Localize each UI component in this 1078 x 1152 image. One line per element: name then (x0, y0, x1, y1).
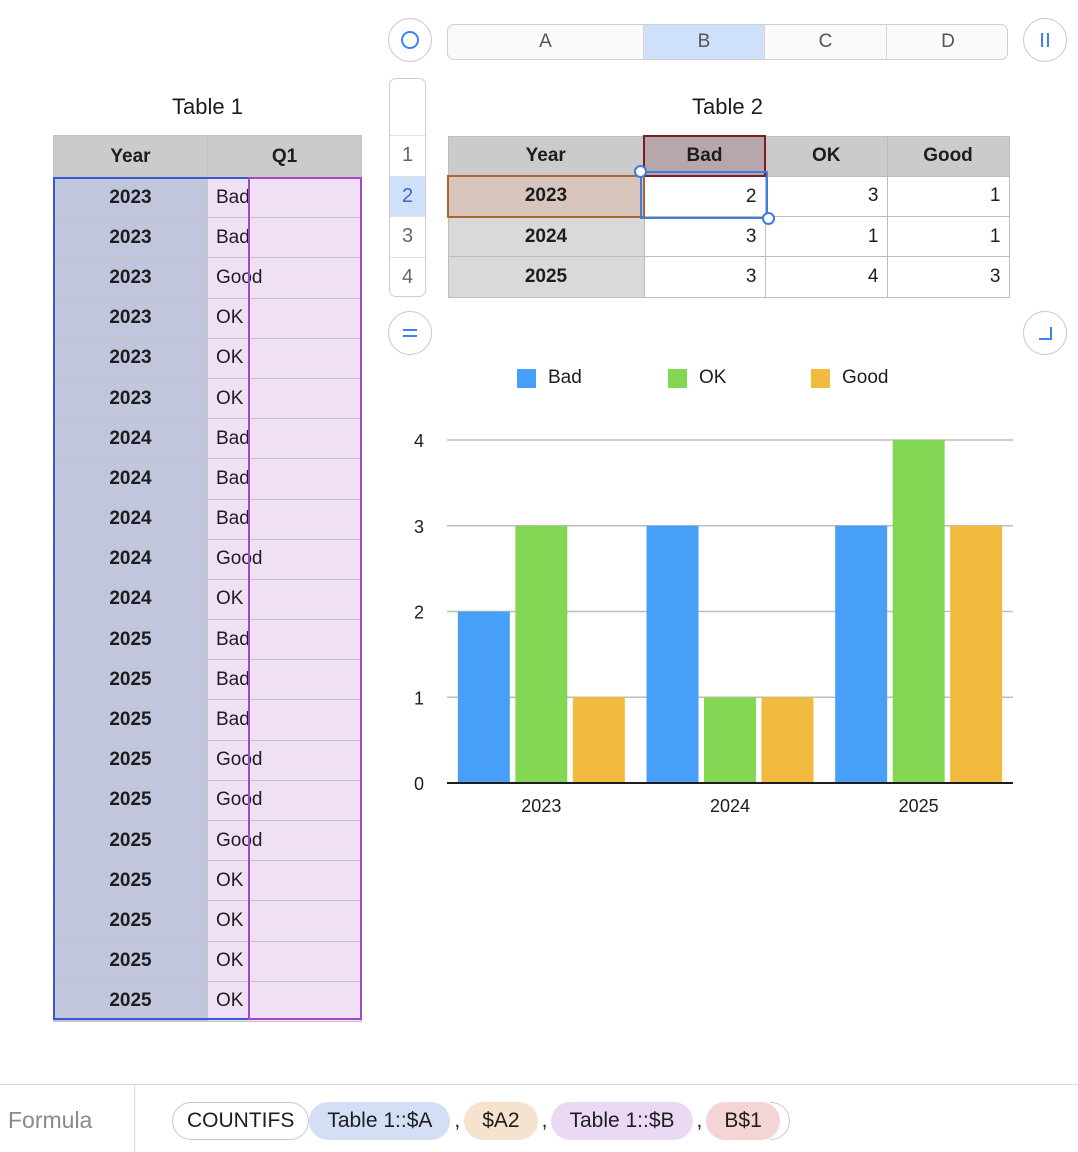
bar-bad-2024 (647, 526, 699, 783)
table1-cell-q1[interactable]: OK (208, 941, 362, 981)
table2-header-ok[interactable]: OK (765, 136, 887, 176)
table-row (54, 218, 362, 258)
row-number-3[interactable]: 3 (390, 216, 425, 257)
table1-cell-q1[interactable]: OK (208, 579, 362, 619)
table-row (54, 298, 362, 338)
row-handle-button[interactable] (388, 311, 432, 355)
table-row (54, 981, 362, 1021)
formula-divider (134, 1085, 135, 1152)
table1-cell-year[interactable]: 2025 (54, 901, 208, 941)
table-row (54, 740, 362, 780)
column-letter-c[interactable]: C (765, 25, 887, 59)
table-row (54, 901, 362, 941)
table2-cell[interactable]: 2024 (448, 217, 644, 257)
equals-icon (400, 323, 420, 343)
table2-cell[interactable]: 2025 (448, 257, 644, 297)
table1-cell-year[interactable]: 2024 (54, 579, 208, 619)
table1-cell-year[interactable]: 2025 (54, 780, 208, 820)
table1-cell-year[interactable]: 2025 (54, 740, 208, 780)
table1-cell-q1[interactable]: OK (208, 338, 362, 378)
legend-item-good (811, 367, 888, 389)
table-row (54, 700, 362, 740)
formula-arg-token[interactable]: Table 1::$B (551, 1102, 692, 1140)
table2-cell[interactable]: 1 (887, 217, 1009, 257)
row-number-1[interactable]: 1 (390, 135, 425, 176)
table1-cell-q1[interactable]: OK (208, 861, 362, 901)
table1-title: Table 1 (172, 94, 243, 119)
table-row (54, 499, 362, 539)
formula-function-token[interactable]: COUNTIFS (172, 1102, 309, 1140)
table-row (54, 459, 362, 499)
table1-cell-q1[interactable]: Good (208, 821, 362, 861)
bar-bad-2025 (835, 526, 887, 783)
formula-separator: , (696, 1109, 703, 1132)
column-letter-d[interactable]: D (941, 31, 955, 52)
table2-cell[interactable]: 2023 (448, 176, 644, 216)
table1-cell-year[interactable]: 2023 (54, 178, 208, 218)
x-tick-label: 2023 (521, 796, 562, 816)
table1-cell-q1[interactable]: OK (208, 901, 362, 941)
table1-header-q1[interactable]: Q1 (208, 136, 362, 178)
table1-cell-year[interactable]: 2023 (54, 378, 208, 418)
formula-arg-token[interactable]: $A2 (464, 1102, 537, 1140)
table2-cell[interactable]: 3 (887, 257, 1009, 297)
table1-cell-year[interactable]: 2023 (54, 258, 208, 298)
legend-item-ok (668, 367, 726, 389)
table2-cell-selected[interactable]: 2 (644, 176, 765, 216)
selection-handle-top-left[interactable] (634, 165, 647, 178)
table1-cell-year[interactable]: 2025 (54, 660, 208, 700)
table1-header-year[interactable]: Year (54, 136, 208, 178)
table1-cell-q1[interactable]: Good (208, 740, 362, 780)
row-header-bar[interactable] (389, 78, 426, 297)
column-handle-button[interactable] (1023, 18, 1067, 62)
table-row (54, 258, 362, 298)
table2-cell[interactable]: 1 (887, 176, 1009, 216)
y-tick-label: 3 (413, 516, 424, 537)
formula-arg-token[interactable]: Table 1::$A (309, 1102, 450, 1140)
table1-cell-year[interactable]: 2025 (54, 700, 208, 740)
table2-cell[interactable]: 1 (765, 217, 887, 257)
table-row (54, 378, 362, 418)
table-select-button[interactable] (388, 18, 432, 62)
column-letter-a[interactable]: A (448, 25, 644, 59)
legend-label-bad: Bad (548, 367, 582, 388)
table-row (54, 821, 362, 861)
y-tick-label: 4 (413, 431, 424, 451)
formula-editor[interactable] (172, 1102, 790, 1140)
legend-swatch-ok (668, 369, 687, 388)
table1-cell-q1[interactable]: Good (208, 780, 362, 820)
table1-cell-year[interactable]: 2025 (54, 861, 208, 901)
table2-title: Table 2 (692, 94, 763, 119)
table-row (54, 338, 362, 378)
table2-header-good[interactable]: Good (887, 136, 1009, 176)
table1-cell-year[interactable]: 2023 (54, 298, 208, 338)
y-tick-label: 0 (413, 774, 424, 794)
table-row (54, 579, 362, 619)
legend-label-good: Good (842, 367, 889, 388)
table1-cell-year[interactable]: 2025 (54, 981, 208, 1021)
table-row (54, 178, 362, 218)
selection-handle-bottom-right[interactable] (762, 212, 775, 225)
table1-cell-year[interactable]: 2023 (54, 218, 208, 258)
table2-cell[interactable]: 3 (765, 176, 887, 216)
table-row (54, 780, 362, 820)
table-row (54, 620, 362, 660)
table1-cell-q1[interactable]: Bad (208, 499, 362, 539)
table1-cell-q1[interactable]: Bad (208, 660, 362, 700)
table1-cell-year[interactable]: 2023 (54, 338, 208, 378)
table1-cell-q1[interactable]: Good (208, 258, 362, 298)
table1-cell-year[interactable]: 2024 (54, 419, 208, 459)
table1-cell-year[interactable]: 2025 (54, 941, 208, 981)
table1-cell-q1[interactable]: OK (208, 981, 362, 1021)
legend-swatch-good (811, 369, 830, 388)
bar-ok-2023 (515, 526, 567, 783)
table1-cell-year[interactable]: 2025 (54, 620, 208, 660)
table1-cell-q1[interactable]: OK (208, 378, 362, 418)
table1-cell-q1[interactable]: Bad (208, 178, 362, 218)
table1-cell-q1[interactable]: Bad (208, 419, 362, 459)
table1-cell-year[interactable]: 2024 (54, 499, 208, 539)
row-header-blank (390, 79, 425, 135)
table2-header-year[interactable]: Year (448, 136, 644, 176)
y-tick-label: 2 (413, 602, 424, 623)
x-tick-label: 2024 (709, 796, 751, 816)
table1-cell-year[interactable]: 2024 (54, 459, 208, 499)
table-row (54, 660, 362, 700)
pause-bars-icon (1035, 30, 1055, 50)
table-row (448, 217, 1009, 257)
table1-cell-q1[interactable]: OK (208, 298, 362, 338)
table2-cell[interactable]: 3 (644, 257, 765, 297)
legend-swatch-bad (517, 369, 536, 388)
table2-cell[interactable]: 3 (644, 217, 765, 257)
table-row (448, 257, 1009, 297)
corner-resize-icon (1035, 323, 1055, 343)
table-row (54, 419, 362, 459)
legend-label-ok: OK (699, 367, 727, 388)
bar-good-2025 (950, 526, 1002, 783)
table1-cell-q1[interactable]: Bad (208, 700, 362, 740)
table-row (448, 176, 1009, 216)
formula-separator: , (541, 1109, 548, 1132)
table-row (54, 941, 362, 981)
formula-arg-token[interactable]: B$1 (706, 1102, 779, 1140)
y-tick-label: 1 (413, 688, 424, 709)
table1-cell-year[interactable]: 2024 (54, 539, 208, 579)
formula-label: Formula (8, 1107, 93, 1133)
circle-icon (400, 30, 420, 50)
table1-cell-q1[interactable]: Good (208, 539, 362, 579)
column-letter-b[interactable]: B (644, 25, 765, 59)
resize-handle-button[interactable] (1023, 311, 1067, 355)
row-number-2[interactable]: 2 (390, 176, 425, 217)
x-tick-label: 2025 (898, 796, 939, 816)
bar-bad-2023 (458, 612, 510, 784)
table2-cell[interactable]: 4 (765, 257, 887, 297)
bar-ok-2024 (704, 697, 756, 783)
table1-cell-q1[interactable]: Bad (208, 620, 362, 660)
bar-ok-2025 (893, 440, 945, 783)
table1-cell-q1[interactable]: Bad (208, 218, 362, 258)
table1-cell-year[interactable]: 2025 (54, 821, 208, 861)
bar-good-2023 (573, 697, 625, 783)
table1 (53, 135, 362, 1022)
formula-separator: , (454, 1109, 461, 1132)
table2-header-bad[interactable]: Bad (644, 136, 765, 176)
legend-item-bad (517, 367, 582, 389)
formula-end-cap (770, 1102, 790, 1140)
table2 (447, 135, 1010, 298)
column-header-bar[interactable] (447, 24, 1008, 60)
bar-chart[interactable] (400, 420, 1040, 840)
row-number-4[interactable]: 4 (390, 257, 425, 298)
table1-cell-q1[interactable]: Bad (208, 459, 362, 499)
table-row (54, 539, 362, 579)
table-row (54, 861, 362, 901)
bar-good-2024 (762, 697, 814, 783)
